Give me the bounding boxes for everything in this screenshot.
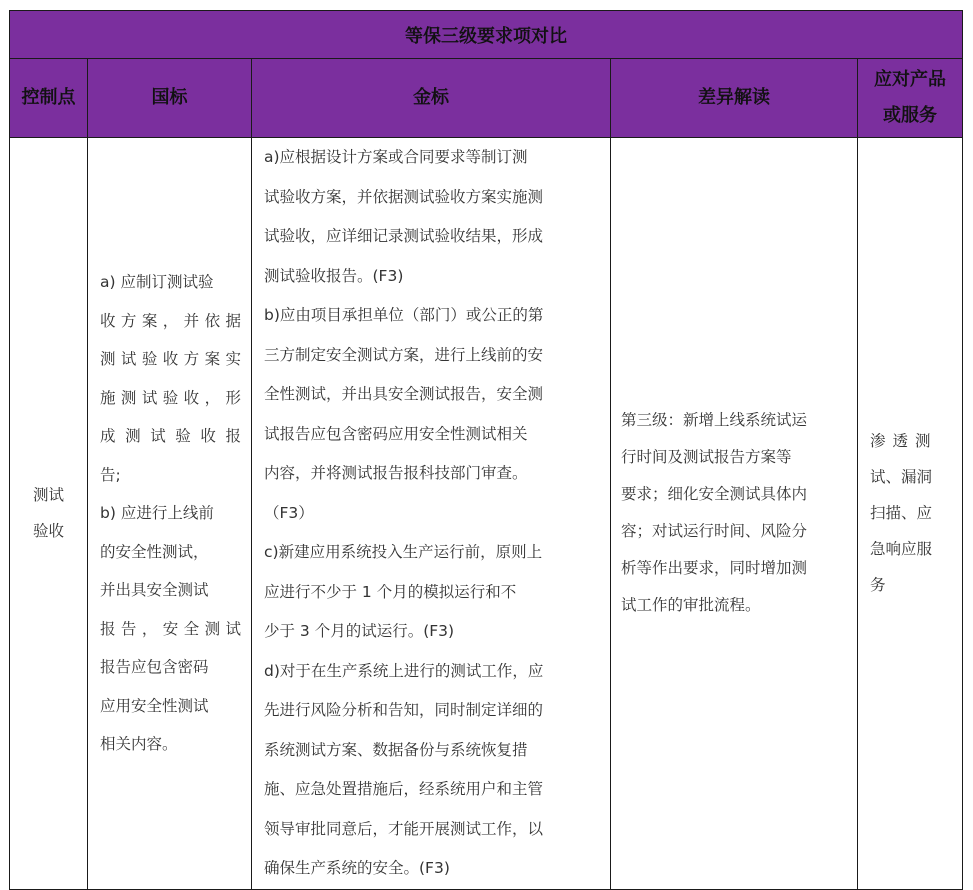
cell-national-standard — [88, 138, 252, 890]
difference-line: 容；对试运行时间、风险分 — [621, 522, 808, 541]
header-row — [10, 59, 963, 138]
financial-line: 试验收方案，并依据测试验收方案实施测 — [264, 187, 544, 206]
difference-line: 析等作出要求，同时增加测 — [621, 559, 808, 578]
financial-line: 先进行风险分析和告知，同时制定详细的 — [264, 701, 544, 719]
national-line: 收方案，并依据 — [100, 311, 241, 330]
header-product-service — [858, 59, 963, 138]
national-line: 施测试验收，形 — [100, 388, 241, 407]
cell-control-point — [10, 138, 88, 890]
control-point-line2: 验收 — [32, 522, 64, 541]
title-row — [10, 11, 963, 59]
financial-line: 内容，并将测试报告报科技部门审查。 — [264, 464, 528, 482]
header-national-standard: 国标 — [88, 59, 252, 138]
financial-line: d)对于在生产系统上进行的测试工作，应 — [264, 661, 544, 680]
product-line: 扫描、应 — [870, 504, 933, 523]
financial-line: 确保生产系统的安全。(F3) — [264, 859, 450, 877]
header-financial-standard: 金标 — [252, 59, 611, 138]
difference-line: 行时间及测试报告方案等 — [621, 448, 792, 467]
financial-line: 领导审批同意后，才能开展测试工作，以 — [264, 819, 544, 838]
financial-line: 少于 3 个月的试运行。(F3) — [264, 622, 455, 640]
national-line: b) 应进行上线前 — [100, 504, 214, 522]
financial-line: 三方制定安全测试方案，进行上线前的安 — [264, 345, 544, 364]
difference-line: 第三级：新增上线系统试运 — [621, 411, 808, 430]
difference-line: 试工作的审批流程。 — [621, 596, 761, 615]
table-row — [10, 138, 963, 890]
cell-difference — [611, 138, 858, 890]
financial-line: b)应由项目承担单位（部门）或公正的第 — [264, 306, 544, 324]
control-point-line1: 测试 — [32, 486, 64, 505]
header-product-line2: 或服务 — [883, 105, 938, 126]
financial-line: 试验收，应详细记录测试验收结果，形成 — [264, 227, 544, 245]
national-line: 测试验收方案实 — [100, 350, 241, 368]
header-product-line1: 应对产品 — [874, 69, 947, 90]
national-line: 告; — [100, 465, 121, 484]
financial-line: 施、应急处置措施后，经系统用户和主管 — [264, 780, 544, 798]
national-line: a) 应制订测试验 — [100, 273, 214, 291]
national-line: 成测试验收报 — [100, 427, 241, 445]
financial-line: 系统测试方案、数据备份与系统恢复措 — [264, 740, 528, 759]
product-line: 务 — [870, 576, 886, 595]
comparison-table — [9, 10, 963, 890]
cell-financial-standard — [252, 138, 611, 890]
cell-product-service — [858, 138, 963, 890]
financial-line: （F3） — [264, 503, 314, 522]
product-line: 试、漏洞 — [870, 468, 933, 487]
financial-line: a)应根据设计方案或合同要求等制订测 — [264, 148, 528, 166]
financial-line: c)新建应用系统投入生产运行前，原则上 — [264, 543, 543, 561]
table-title: 等保三级要求项对比 — [10, 11, 963, 59]
national-line: 的安全性测试， — [100, 542, 209, 561]
national-line: 报告，安全测试 — [100, 619, 241, 638]
financial-line: 全性测试，并出具安全测试报告，安全测 — [264, 385, 544, 403]
financial-line: 试报告应包含密码应用安全性测试相关 — [264, 424, 528, 443]
comparison-table-wrapper — [9, 10, 963, 890]
national-line: 报告应包含密码 — [100, 658, 209, 676]
product-line: 渗透测 — [870, 432, 938, 451]
header-difference: 差异解读 — [611, 59, 858, 138]
national-line: 应用安全性测试 — [100, 696, 209, 715]
national-line: 相关内容。 — [100, 735, 178, 753]
financial-line: 测试验收报告。(F3) — [264, 266, 404, 285]
difference-line: 要求；细化安全测试具体内 — [621, 485, 808, 504]
header-control-point: 控制点 — [10, 59, 88, 138]
national-line: 并出具安全测试 — [100, 581, 209, 599]
product-line: 急响应服 — [870, 540, 933, 559]
financial-line: 应进行不少于 1 个月的模拟运行和不 — [264, 582, 517, 601]
